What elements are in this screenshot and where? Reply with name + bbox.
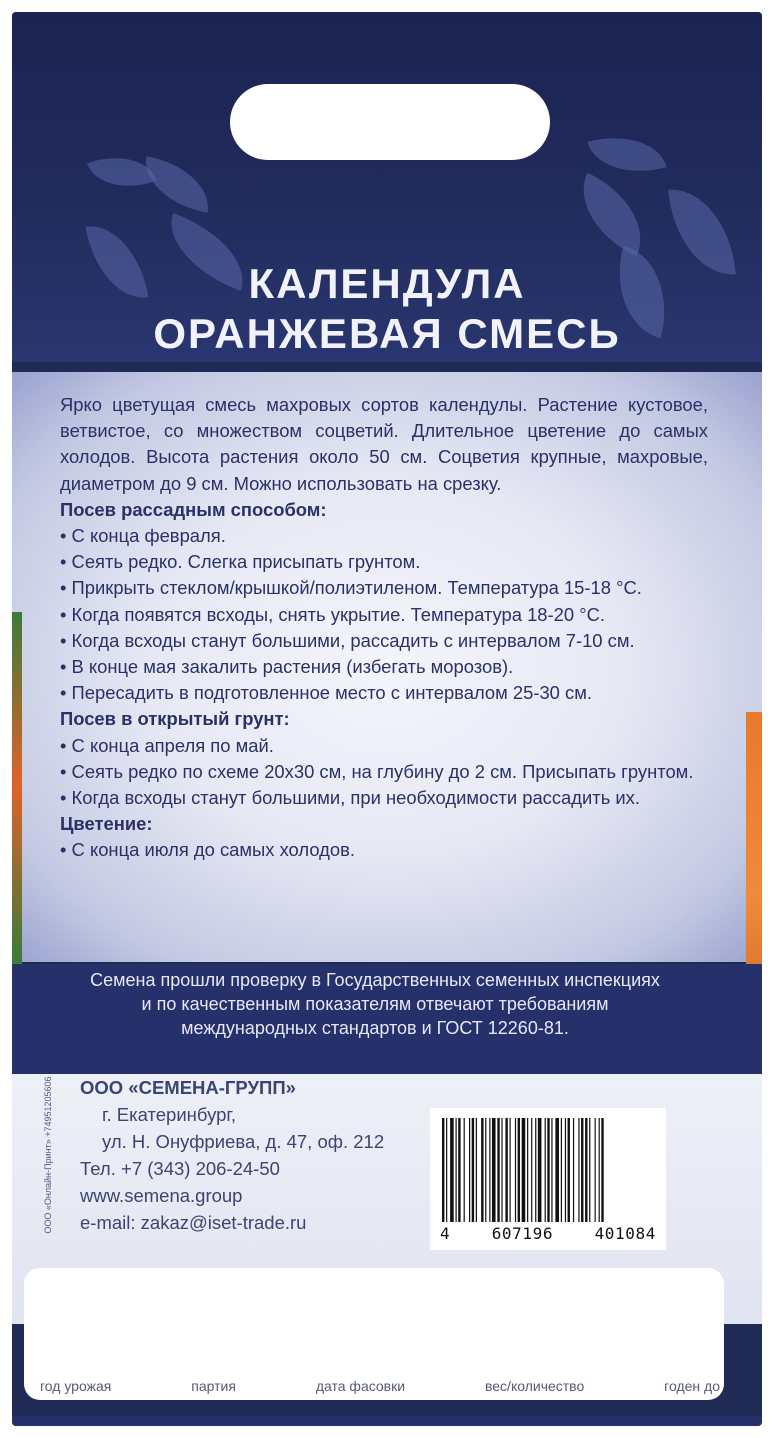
company-name: ООО «СЕМЕНА-ГРУПП» bbox=[80, 1077, 296, 1098]
bottom-strip bbox=[12, 1416, 762, 1426]
seedling-heading: Посев рассадным способом: bbox=[60, 498, 327, 520]
flowering-heading: Цветение: bbox=[60, 813, 153, 835]
printer-note bbox=[38, 1062, 56, 1262]
barcode-bars bbox=[440, 1118, 656, 1222]
stamp-label: дата фасовки bbox=[315, 1378, 406, 1394]
notice-line: международных стандартов и ГОСТ 12260-81. bbox=[181, 1018, 569, 1038]
barcode-digit-group: 607196 bbox=[491, 1224, 554, 1243]
list-item: • Сеять редко. Слегка присыпать грунтом. bbox=[60, 551, 421, 573]
stamp-label: год урожая bbox=[40, 1378, 112, 1394]
company-city: г. Екатеринбург, bbox=[102, 1104, 237, 1125]
instructions bbox=[60, 392, 708, 864]
company-phone: Тел. +7 (343) 206-24-50 bbox=[80, 1158, 280, 1179]
barcode-digit-group: 401084 bbox=[594, 1224, 656, 1243]
barcode-digit-group: 4 bbox=[440, 1224, 451, 1243]
product-title-line2: ОРАНЖЕВАЯ СМЕСЬ bbox=[153, 310, 621, 357]
list-item: • В конце мая закалить растения (избегать морозов). bbox=[60, 656, 514, 678]
description-text: Ярко цветущая смесь махровых сортов календулы. Растение кустовое, ветвистое, со множеством соцветий. Длительное цветение до самых холодов. Высота растения около 50 см. Соцветия крупные, махровые, диаметром до 9 см. Можно использовать на срезку. bbox=[60, 394, 708, 494]
list-item: • С конца июля до самых холодов. bbox=[60, 839, 355, 861]
list-item: • Когда появятся всходы, снять укрытие. Температура 18-20 °С. bbox=[60, 603, 605, 625]
list-item: • Пересадить в подготовленное место с интервалом 25-30 см. bbox=[60, 682, 592, 704]
stamp-labels bbox=[40, 1378, 720, 1394]
stamp-label: партия bbox=[191, 1378, 236, 1394]
list-item: • Когда всходы станут большими, при необходимости рассадить их. bbox=[60, 787, 640, 809]
company-email: e-mail: zakaz@iset-trade.ru bbox=[80, 1212, 307, 1233]
list-item: • Прикрыть стеклом/крышкой/полиэтиленом. Температура 15-18 °С. bbox=[60, 577, 642, 599]
stamp-label: годен до bbox=[664, 1378, 720, 1394]
stamp-label: вес/количество bbox=[484, 1378, 585, 1394]
list-item: • С конца апреля по май. bbox=[60, 734, 274, 756]
barcode-number bbox=[440, 1224, 656, 1243]
list-item: • Сеять редко по схеме 20х30 см, на глубину до 2 см. Присыпать грунтом. bbox=[60, 760, 694, 782]
company-street: ул. Н. Онуфриева, д. 47, оф. 212 bbox=[102, 1131, 385, 1152]
notice-line: Семена прошли проверку в Государственных семенных инспекциях bbox=[90, 970, 660, 990]
product-title-line1: КАЛЕНДУЛА bbox=[248, 260, 526, 307]
open-ground-heading: Посев в открытый грунт: bbox=[60, 708, 290, 730]
printer-note-text: ООО «Онлайн-Принт» +74951205606 bbox=[43, 1076, 53, 1234]
company-info bbox=[80, 1074, 384, 1236]
notice-line: и по качественным показателям отвечают требованиям bbox=[141, 994, 609, 1014]
list-item: • С конца февраля. bbox=[60, 525, 226, 547]
hang-hole bbox=[230, 84, 550, 160]
barcode bbox=[430, 1108, 666, 1250]
company-website: www.semena.group bbox=[80, 1185, 243, 1206]
certification-notice bbox=[40, 968, 710, 1040]
list-item: • Когда всходы станут большими, рассадить с интервалом 7-10 см. bbox=[60, 629, 635, 651]
